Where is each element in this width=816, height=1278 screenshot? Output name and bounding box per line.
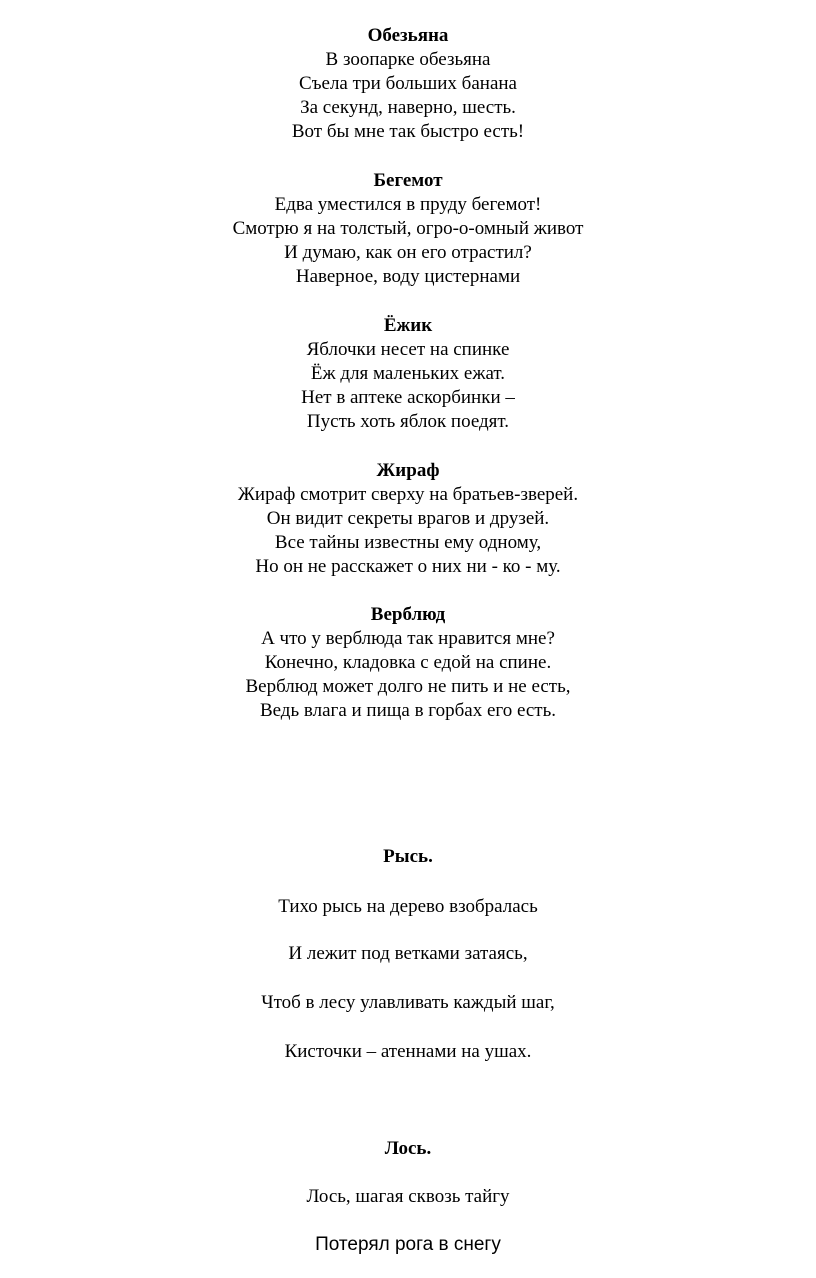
poem-line: И думаю, как он его отрастил? [284, 242, 532, 263]
poem-camel [0, 603, 816, 723]
poem-line: За секунд, наверно, шесть. [300, 97, 516, 118]
poem-line: Пусть хоть яблок поедят. [306, 411, 510, 432]
poem-line: Вот бы мне так быстро есть! [291, 121, 525, 142]
poem-line: Наверное, воду цистернами [295, 266, 521, 287]
poem-line: Он видит секреты врагов и друзей. [266, 508, 550, 529]
poem-line: Потерял рога в снегу [315, 1234, 501, 1255]
poem-title: Ёжик [383, 315, 433, 336]
poem-title: Жираф [376, 460, 440, 481]
poem-title: Бегемот [373, 170, 443, 191]
poem-title: Обезьяна [367, 25, 449, 46]
poem-line: Конечно, кладовка с едой на спине. [264, 652, 552, 673]
poem-line: Все тайны известны ему одному, [274, 532, 542, 553]
poem-hippo [0, 169, 816, 289]
poem-line: В зоопарке обезьяна [325, 49, 491, 70]
poem-line: Кисточки – атеннами на ушах. [284, 1041, 532, 1062]
poem-line: А что у верблюда так нравится мне? [261, 628, 555, 649]
poem-line: Чтоб в лесу улавливать каждый шаг, [261, 992, 555, 1013]
poem-title: Рысь. [383, 846, 433, 867]
poem-line: Жираф смотрит сверху на братьев-зверей. [237, 484, 579, 505]
poem-giraffe [0, 459, 816, 579]
poem-line: Лось, шагая сквозь тайгу [306, 1186, 510, 1207]
poem-line: Яблочки несет на спинке [306, 339, 510, 360]
poem-line: Едва уместился в пруду бегемот! [274, 194, 542, 215]
poem-line: Смотрю я на толстый, огро-о-омный живот [232, 218, 584, 239]
poem-title: Лось. [384, 1138, 432, 1159]
poem-line: Съела три больших банана [299, 73, 517, 94]
poem-line: Тихо рысь на дерево взобралась [278, 896, 538, 917]
poem-line: Ведь влага и пища в горбах его есть. [259, 700, 557, 721]
poem-line: Но он не расскажет о них ни - ко - му. [255, 556, 561, 577]
poem-line: Верблюд может долго не пить и не есть, [245, 676, 571, 697]
poem-title: Верблюд [370, 604, 446, 625]
poem-line: Нет в аптеке аскорбинки – [301, 387, 515, 408]
poem-monkey [0, 24, 816, 144]
poem-hedgehog [0, 314, 816, 434]
poem-line: Ёж для маленьких ежат. [310, 363, 506, 384]
poem-line: И лежит под ветками затаясь, [288, 943, 528, 964]
